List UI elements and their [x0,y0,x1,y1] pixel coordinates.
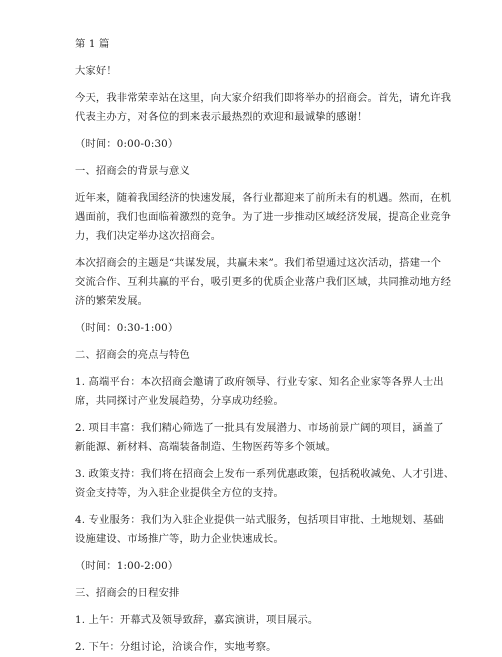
text-line: 今天，我非常荣幸站在这里，向大家介绍我们即将举办的招商会。首先，请允许我 [75,92,452,104]
section-title: 一、招商会的背景与意义 [75,165,190,177]
text-line: 3. 政策支持：我们将在招商会上发布一系列优惠政策，包括税收减免、人才引进、 [75,468,455,480]
chapter-heading: 第 1 篇 [75,38,110,50]
list-item: 1. 上午：开幕式及领导致辞，嘉宾演讲，项目展示。 [75,614,319,626]
list-item [75,373,442,411]
text-line: 设施建设、市场推广等，助力企业快速成长。 [75,533,284,545]
list-item [75,465,455,503]
text-line: 席，共同探讨产业发展趋势，分享成功经验。 [75,395,284,407]
text-line: 2. 项目丰富：我们精心筛选了一批具有发展潜力、市场前景广阔的项目，涵盖了 [75,422,444,434]
text-line: 济的繁荣发展。 [75,295,149,307]
list-item: 2. 下午：分组讨论，洽谈合作，实地考察。 [75,641,277,653]
body-paragraph [75,254,452,311]
body-paragraph [75,189,452,246]
intro-paragraph [75,89,452,127]
list-item [75,419,442,457]
text-line: 4. 专业服务：我们为入驻企业提供一站式服务，包括项目审批、土地规划、基础 [75,514,444,526]
time-marker: （时间：1:00-2:00） [75,560,179,572]
greeting: 大家好！ [75,65,117,77]
time-marker: （时间：0:30-1:00） [75,322,179,334]
text-line: 本次招商会的主题是“共谋发展，共赢未来”。我们希望通过这次活动，搭建一个 [75,257,442,269]
time-marker: （时间：0:00-0:30） [75,138,179,150]
section-title: 二、招商会的亮点与特色 [75,349,190,361]
text-line: 遇面前，我们也面临着激烈的竞争。为了进一步推动区域经济发展，提高企业竞争 [75,211,452,223]
list-item [75,511,442,549]
text-line: 代表主办方，对各位的到来表示最热烈的欢迎和最诚挚的感谢！ [75,111,368,123]
text-line: 交流合作、互利共赢的平台，吸引更多的优质企业落户我们区域，共同推动地方经 [75,276,452,288]
text-line: 力，我们决定举办这次招商会。 [75,230,222,242]
text-line: 新能源、新材料、高端装备制造、生物医药等多个领域。 [75,441,337,453]
text-line: 近年来，随着我国经济的快速发展，各行业都迎来了前所未有的机遇。然而，在机 [75,192,452,204]
section-title: 三、招商会的日程安排 [75,587,180,599]
text-line: 资金支持等，为入驻企业提供全方位的支持。 [75,487,284,499]
text-line: 1. 高端平台：本次招商会邀请了政府领导、行业专家、知名企业家等各界人士出 [75,376,444,388]
